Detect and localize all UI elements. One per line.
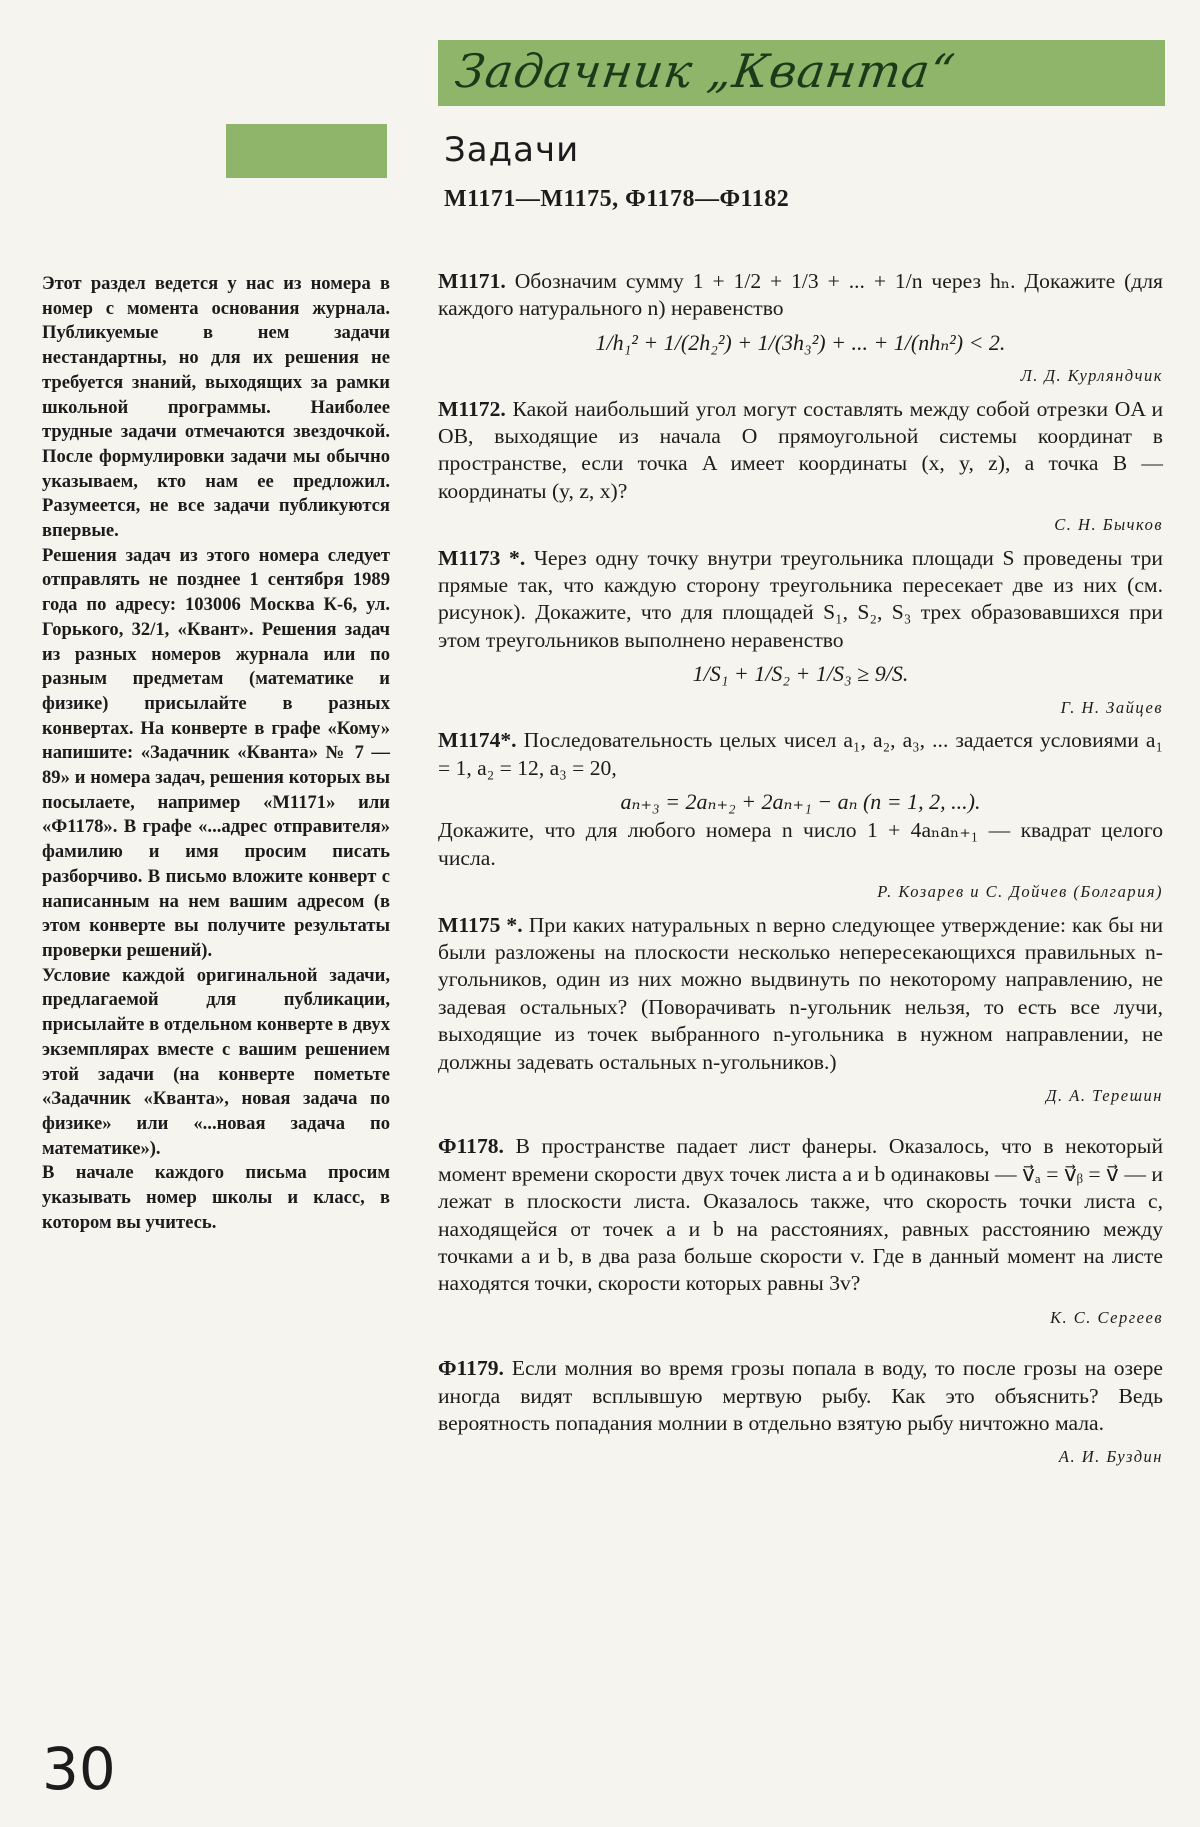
problem-text: Какой наибольший угол могут составлять между собой отрезки OA и OB, выходящие из начала O прямоугольной системы координат в пространстве, если точка A имеет координаты (x, y, z), а точка B — координаты (y, z, x)?: [438, 396, 1164, 503]
problem-id: М1173 *.: [438, 545, 526, 570]
problem-id: Ф1179.: [438, 1356, 504, 1381]
problem-f1179: [438, 1355, 1163, 1471]
problems-column: [438, 268, 1163, 1477]
problem-id: Ф1178.: [438, 1134, 504, 1159]
sidebar-intro: Этот раздел ведется у нас из номера в номер с момента основания журнала. Публикуемые в нем задачи нестандартны, но для их решения не требуется знаний, выходящих за рамки школьной программы. Наиболее трудные задачи отмечаются звездочкой. После формулировки задачи мы обычно указываем, кто нам ее предложил. Разумеется, не все задачи публикуются впервые.: [42, 273, 390, 542]
problem-text: Если молния во время грозы попала в воду, то после грозы на озере иногда видят всплывшую мертвую рыбу. Как это объяснить? Ведь вероятность попадания молнии в отдельно взятую рыбу ничтожно мала.: [438, 1356, 1163, 1436]
problem-m1175: [438, 912, 1163, 1110]
problem-text: Обозначим сумму 1 + 1/2 + 1/3 + ... + 1/n через hₙ. Докажите (для каждого натурального n) неравенство: [438, 269, 1163, 321]
header-banner: [438, 40, 1165, 106]
problem-formula: 1/S₁ + 1/S₂ + 1/S₃ ≥ 9/S.: [692, 661, 909, 687]
problem-text: При каких натуральных n верно следующее утверждение: как бы ни были разложены на плоскости несколько непересекающихся правильных n-угольников, один из них можно выдвинуть по некоторому направлению, не задевая остальных? (Поворачивать n-угольник нельзя, то есть все лучи, выходящие из точек выбранного n-угольника в нужном направлении, не должны задевать остальных n-угольников.): [438, 912, 1163, 1074]
problem-author: Л. Д. Курляндчик: [1020, 366, 1163, 386]
problem-formula: aₙ₊₃ = 2aₙ₊₂ + 2aₙ₊₁ − aₙ (n = 1, 2, ...).: [620, 788, 981, 814]
sidebar-submission: Решения задач из этого номера следует отправлять не позднее 1 сентября 1989 года по адресу: 103006 Москва К-6, ул. Горького, 32/1, «Квант». Решения задач из разных номеров журнала или по разным предметам (математике и физике) присылайте в разных конвертах. На конверте в графе «Кому» напишите: «Задачник «Кванта» № 7 — 89» и номера задач, решения которых вы посылаете, например «М1171» или «Ф1178». В графе «...адрес отправителя» фамилию и имя просим писать разборчиво. В письмо вложите конверт с написанным на нем вашим адресом (в этом конверте вы получите результаты проверки решений).: [42, 544, 390, 961]
problem-formula: 1/h₁² + 1/(2h₂²) + 1/(3h₃²) + ... + 1/(nhₙ²) < 2.: [595, 329, 1006, 355]
page-title: Задачи: [444, 130, 580, 170]
problem-text: Через одну точку внутри треугольника площади S проведены три прямые так, что каждую сторону треугольника пересекает две из них (см. рисунок). Докажите, что для площадей S₁, S₂, S₃ трех образовавшихся при этом треугольников выполнено неравенство: [438, 545, 1163, 652]
problem-author: А. И. Буздин: [1058, 1447, 1163, 1467]
problem-text-continued: Докажите, что для любого номера n число 1 + 4aₙaₙ₊₁ — квадрат целого числа.: [438, 818, 1163, 870]
problem-author: Р. Козарев и С. Дойчев (Болгария): [877, 882, 1163, 902]
problem-f1178: [438, 1133, 1163, 1331]
problem-id: М1175 *.: [438, 912, 523, 937]
problem-text: В пространстве падает лист фанеры. Оказалось, что в некоторый момент времени скорости двух точек листа a и b одинаковы — v⃗ₐ = v⃗ᵦ = v⃗ — и лежат в плоскости листа. Оказалось также, что скорость точки листа c, находящейся от точек a и b на расстояниях, равных расстоянию между точками a и b, в два раза больше скорости v. Где в данный момент на листе находятся точки, скорости которых равны 3v?: [438, 1134, 1163, 1296]
problem-m1174: [438, 727, 1163, 905]
sidebar-closing: В начале каждого письма просим указывать номер школы и класс, в котором вы учитесь.: [42, 1162, 390, 1233]
problem-text: Последовательность целых чисел a₁, a₂, a₃, ... задается условиями a₁ = 1, a₂ = 12, a₃ = 20,: [438, 728, 1163, 780]
problem-author: Д. А. Терешин: [1046, 1085, 1163, 1105]
problem-author: Г. Н. Зайцев: [1060, 697, 1163, 717]
decorative-green-block: [226, 124, 387, 178]
problem-id: М1171.: [438, 269, 506, 293]
problem-m1171: [438, 268, 1163, 390]
sidebar-instructions: [42, 272, 390, 1235]
problem-author: С. Н. Бычков: [1054, 515, 1163, 535]
problem-m1172: [438, 396, 1163, 539]
banner-title: Задачник „Кванта“: [452, 44, 959, 98]
problem-author: К. С. Сергеев: [1050, 1307, 1163, 1327]
problem-id: М1172.: [438, 396, 506, 421]
sidebar-new-problems: Условие каждой оригинальной задачи, предлагаемой для публикации, присылайте в отдельном конверте в двух экземплярах вместе с вашим решением этой задачи (на конверте пометьте «Задачник «Кванта», новая задача по физике» или «...новая задача по математике»).: [42, 964, 390, 1159]
problem-range: М1171—М1175, Ф1178—Ф1182: [444, 186, 790, 212]
problem-m1173: [438, 545, 1163, 721]
page-number: 30: [42, 1735, 116, 1803]
problem-id: М1174*.: [438, 728, 517, 753]
